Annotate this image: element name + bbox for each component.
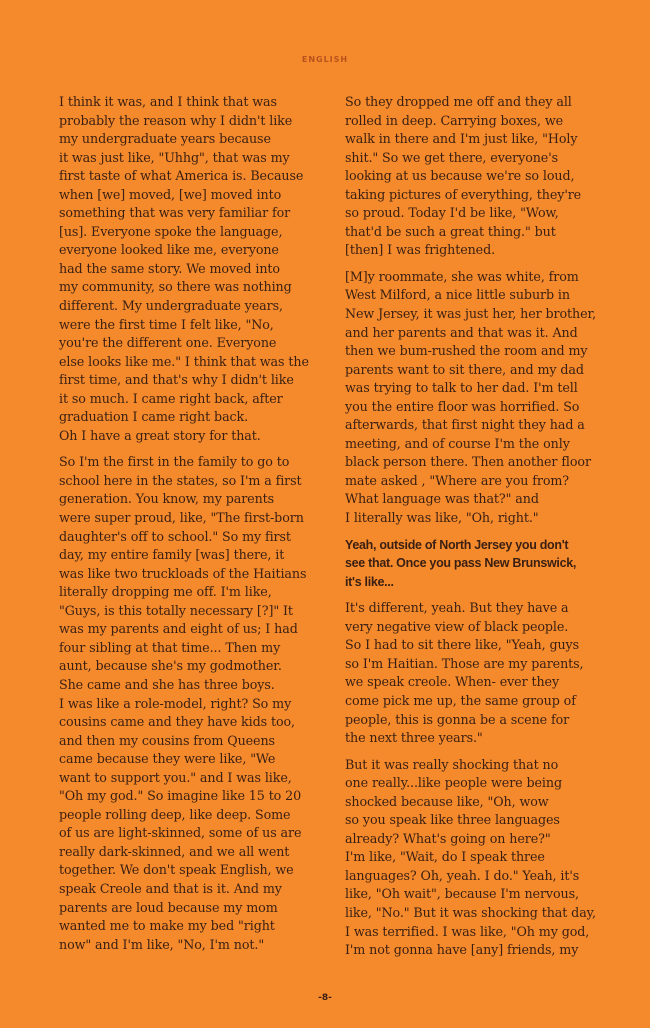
paragraph: So I'm the first in the family to go to school here in the states, so I'm a first generation. You know, my parents were super proud, like, "The first-born daughter's off to school." So my first day, my entire family [was] there, it was like two truckloads of the Haitians literally dropping me off. I'm like, "Guys, is this totally necessary [?]" It was my parents and eight of us; I had four sibling at that time... Then my aunt, because she's my godmother. She came and she has three boys. I was like a role-model, right? So my cousins came and they have kids too, and then my cousins from Queens came because they were like, "We want to support you." and I was like, "Oh my god." So imagine like 15 to 20 people rolling deep, like deep. Some of us are light-skinned, some of us are really dark-skinned, and we all went together. We don't speak English, we speak Creole and that is it. And my parents are loud because my mom wanted me to make my bed "right now" and I'm like, "No, I'm not." [59,454,307,952]
paragraph: I think it was, and I think that was probably the reason why I didn't like my undergraduate years because it was just like, "Uhhg", that was my first taste of what America is. Because when [we] moved, [we] moved into something that was very familiar for [us]. Everyone spoke the language, everyone looked like me, everyone had the same story. We moved into my community, so there was nothing different. My undergraduate years, were the first time I felt like, "No, you're the different one. Everyone else looks like me." I think that was the first time, and that's why I didn't like it so much. I came right back, after graduation I came right back. Oh I have a great story for that. [59,94,309,443]
page-number: -8- [318,993,332,1003]
right-column [345,93,617,968]
left-column [59,93,331,962]
paragraph: But it was really shocking that no one really...like people were being shocked because like, "Oh, wow so you speak like three languages already? What's going on here?" I'm like, "Wait, do I speak three languages? Oh, yeah. I do." Yeah, it's like, "Oh wait", because I'm nervous, like, "No." But it was shocking that day, I was terrified. I was like, "Oh my god, I'm not gonna have [any] friends, my [345,756,596,958]
paragraph: It's different, yeah. But they have a very negative view of black people. So I had to sit there like, "Yeah, guys so I'm Haitian. Those are my parents, we speak creole. When- ever they come pick me up, the same group of people, this is gonna be a scene for the next three years." [345,600,584,746]
section-header: ENGLISH [301,55,349,64]
interview-question: Yeah, outside of North Jersey you don't see that. Once you pass New Brunswick, it's like... [345,537,577,589]
paragraph: [M]y roommate, she was white, from West Milford, a nice little suburb in New Jersey, it was just her, her brother, and her parents and that was it. And then we bum-rushed the room and my parents want to sit there, and my dad was trying to talk to her dad. I'm tell you the entire floor was horrified. So afterwards, that first night they had a meeting, and of course I'm the only black person there. Then another floor mate asked , "Where are you from? What language was that?" and I literally was like, "Oh, right." [345,268,597,526]
paragraph: So they dropped me off and they all rolled in deep. Carrying boxes, we walk in there and I'm just like, "Holy shit." So we get there, everyone's looking at us because we're so loud, taking pictures of everything, they're so proud. Today I'd be like, "Wow, that'd be such a great thing." but [then] I was frightened. [345,94,582,258]
